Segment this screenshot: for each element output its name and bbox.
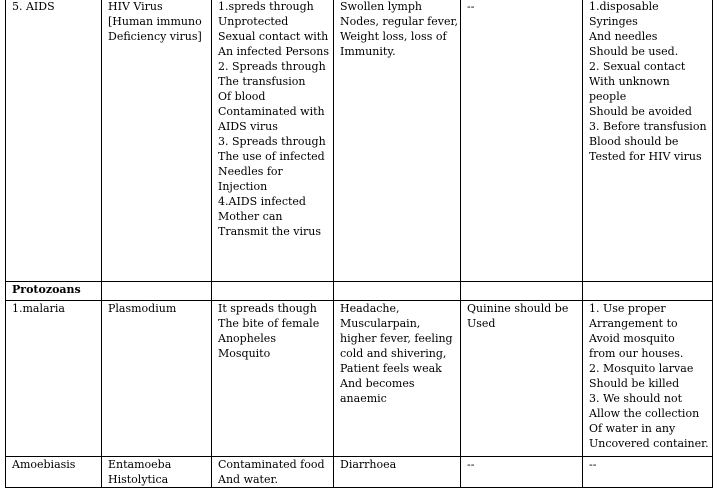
prevention-cell [583, 301, 713, 457]
cell-line: And becomes [340, 377, 415, 390]
treatment-cell [461, 0, 583, 282]
cell-line: Contaminated food [218, 458, 325, 471]
cell-line: 2. Mosquito larvae [589, 362, 694, 375]
table-row-aids [6, 0, 713, 282]
cell-line: Needles for [218, 165, 283, 178]
cell-line: higher fever, feeling [340, 332, 453, 345]
cell-line: Tested for HIV virus [589, 150, 702, 163]
treatment-cell [461, 301, 583, 457]
cell-line: An infected Persons [218, 45, 330, 58]
cell-line: Mother can [218, 210, 283, 223]
cell-line: It spreads though [218, 302, 317, 315]
treatment-cell [461, 457, 583, 488]
cell-line: Mosquito [218, 347, 271, 360]
symptoms-cell [334, 457, 461, 488]
pathogen-cell [102, 0, 212, 282]
cell-line: 1.disposable [589, 0, 659, 13]
cell-line: Of blood [218, 90, 266, 103]
cell-line: 2. Spreads through [218, 60, 326, 73]
cell-line: Diarrhoea [340, 458, 397, 471]
cell-line: Of water in any [589, 422, 676, 435]
cell-line: Deficiency virus] [108, 30, 202, 43]
transmission-cell [212, 457, 334, 488]
cell-line: Should be killed [589, 377, 680, 390]
table-row-malaria [6, 301, 713, 457]
cell-line: HIV Virus [108, 0, 163, 13]
cell-line: The use of infected [218, 150, 325, 163]
cell-line: -- [589, 458, 597, 471]
disease-table [5, 0, 713, 488]
cell-line: 3. Before transfusion [589, 120, 707, 133]
table-row-amoebiasis [6, 457, 713, 488]
section-label: Protozoans [12, 283, 81, 296]
cell-line: Used [467, 317, 496, 330]
cell-line: anaemic [340, 392, 387, 405]
cell-line: 1.spreds through [218, 0, 314, 13]
cell-line: [Human immuno [108, 15, 202, 28]
cell-line: With unknown [589, 75, 670, 88]
prevention-cell [583, 457, 713, 488]
cell-line: Transmit the virus [218, 225, 321, 238]
cell-line: 3. Spreads through [218, 135, 326, 148]
cell-line: Swollen lymph [340, 0, 422, 13]
cell-line: 3. We should not [589, 392, 683, 405]
cell-line: Entamoeba [108, 458, 172, 471]
section-header-row [6, 282, 713, 301]
disease-cell: 5. AIDS [6, 0, 102, 282]
symptoms-cell [334, 0, 461, 282]
transmission-cell [212, 301, 334, 457]
cell-line: Should be used. [589, 45, 679, 58]
cell-line: Injection [218, 180, 268, 193]
cell-line: Contaminated with [218, 105, 325, 118]
cell-line: Immunity. [340, 45, 396, 58]
cell-line: -- [467, 0, 475, 13]
cell-line: Avoid mosquito [589, 332, 675, 345]
cell-line: Arrangement to [589, 317, 678, 330]
cell-line: Anopheles [218, 332, 276, 345]
cell-line: Nodes, regular fever, [340, 15, 459, 28]
disease-cell: 1.malaria [6, 301, 102, 457]
cell-line: 1. Use proper [589, 302, 666, 315]
cell-line: And water. [218, 473, 279, 486]
cell-line: Unprotected [218, 15, 289, 28]
cell-line: Plasmodium [108, 302, 177, 315]
section-label-cell [6, 282, 102, 301]
cell-line: cold and shivering, [340, 347, 447, 360]
cell-line: Patient feels weak [340, 362, 442, 375]
cell-line: Uncovered container. [589, 437, 709, 450]
cell-line: AIDS virus [218, 120, 278, 133]
cell-line: Syringes [589, 15, 638, 28]
prevention-cell [583, 0, 713, 282]
cell-line: from our houses. [589, 347, 684, 360]
cell-line: people [589, 90, 627, 103]
cell-line: Muscularpain, [340, 317, 421, 330]
pathogen-cell [102, 457, 212, 488]
cell-line: Histolytica [108, 473, 169, 486]
cell-line: 2. Sexual contact [589, 60, 686, 73]
cell-line: Quinine should be [467, 302, 569, 315]
cell-line: Blood should be [589, 135, 679, 148]
cell-line: The bite of female [218, 317, 320, 330]
cell-line: And needles [589, 30, 658, 43]
disease-cell: Amoebiasis [6, 457, 102, 488]
cell-line: Weight loss, loss of [340, 30, 447, 43]
cell-line: -- [467, 458, 475, 471]
cell-line: Headache, [340, 302, 400, 315]
cell-line: Should be avoided [589, 105, 692, 118]
cell-line: Sexual contact with [218, 30, 329, 43]
symptoms-cell [334, 301, 461, 457]
cell-line: The transfusion [218, 75, 306, 88]
cell-line: Allow the collection [589, 407, 700, 420]
transmission-cell [212, 0, 334, 282]
cell-line: 4.AIDS infected [218, 195, 306, 208]
pathogen-cell [102, 301, 212, 457]
